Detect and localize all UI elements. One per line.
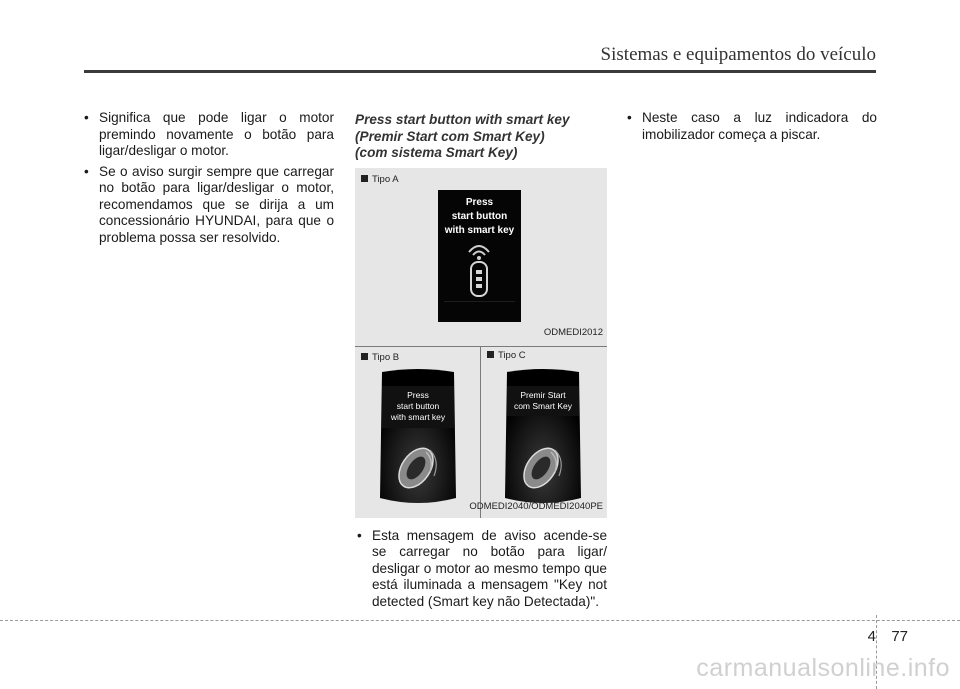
section-number: 4 [867,628,876,645]
page-number-value: 77 [891,628,908,645]
type-c-display-shape [501,368,585,508]
watermark: carmanualsonline.info [696,654,950,682]
type-c-screen-message: Premir Start com Smart Key [513,389,573,411]
bullet-item: • Esta mensagem de aviso acende-se se carregar no botão para ligar/ desligar o motor ao mesmo tempo que está iluminada a mensagem "Key not detected (Smart key não Detectada)". [357,527,607,609]
square-bullet-icon [361,175,368,182]
bottom-figure-code: ODMEDI2040/ODMEDI2040PE [469,501,603,512]
type-a-lcd-screen [438,190,521,322]
bullet-list-2 [355,528,607,611]
bullet-list-3 [625,110,877,143]
cluster-display-figure [355,168,607,518]
header-rule [84,70,876,73]
figure-type-c [469,346,607,518]
type-a-screen-message: Press start button with smart key [444,196,515,236]
subsection-heading: Press start button with smart key (Premir Start com Smart Key) (com sistema Smart Key) [355,112,570,160]
bullet-icon: • [84,110,89,125]
column-1 [82,110,334,250]
type-b-label: Tipo B [361,350,399,367]
footer-dashed-rule [0,620,960,621]
type-a-gauge-strip [444,301,515,318]
column-3 [625,110,877,147]
square-bullet-icon [361,353,368,360]
type-b-lcd-screen [376,368,460,508]
section-title: Sistemas e equipamentos do veículo [600,44,876,65]
type-a-label: Tipo A [361,172,399,189]
bullet-item: • Significa que pode ligar o motor premindo novamente o botão para ligar/desligar o motor. [84,110,334,158]
type-c-lcd-screen [501,368,585,508]
type-a-figure-code: ODMEDI2012 [543,327,603,338]
bullet-icon: • [357,527,362,543]
figure-type-a [355,168,607,347]
bullet-list-1 [82,110,334,246]
type-b-display-shape [376,368,460,508]
figure-type-b [355,346,481,518]
square-bullet-icon [487,351,494,358]
bullet-item: • Neste caso a luz indicadora do imobilizador começa a piscar. [627,110,877,142]
type-c-label: Tipo C [487,348,526,365]
type-b-screen-message: Press start button with smart key [390,389,446,422]
column-2 [355,110,607,614]
bullet-item: • Se o aviso surgir sempre que carregar no botão para ligar/desligar o motor, recomendamos que se dirija a um concessionário HYUNDAI, para que o problema possa ser resolvido. [84,163,334,245]
bullet-icon: • [84,163,89,179]
bullet-icon: • [627,110,632,125]
